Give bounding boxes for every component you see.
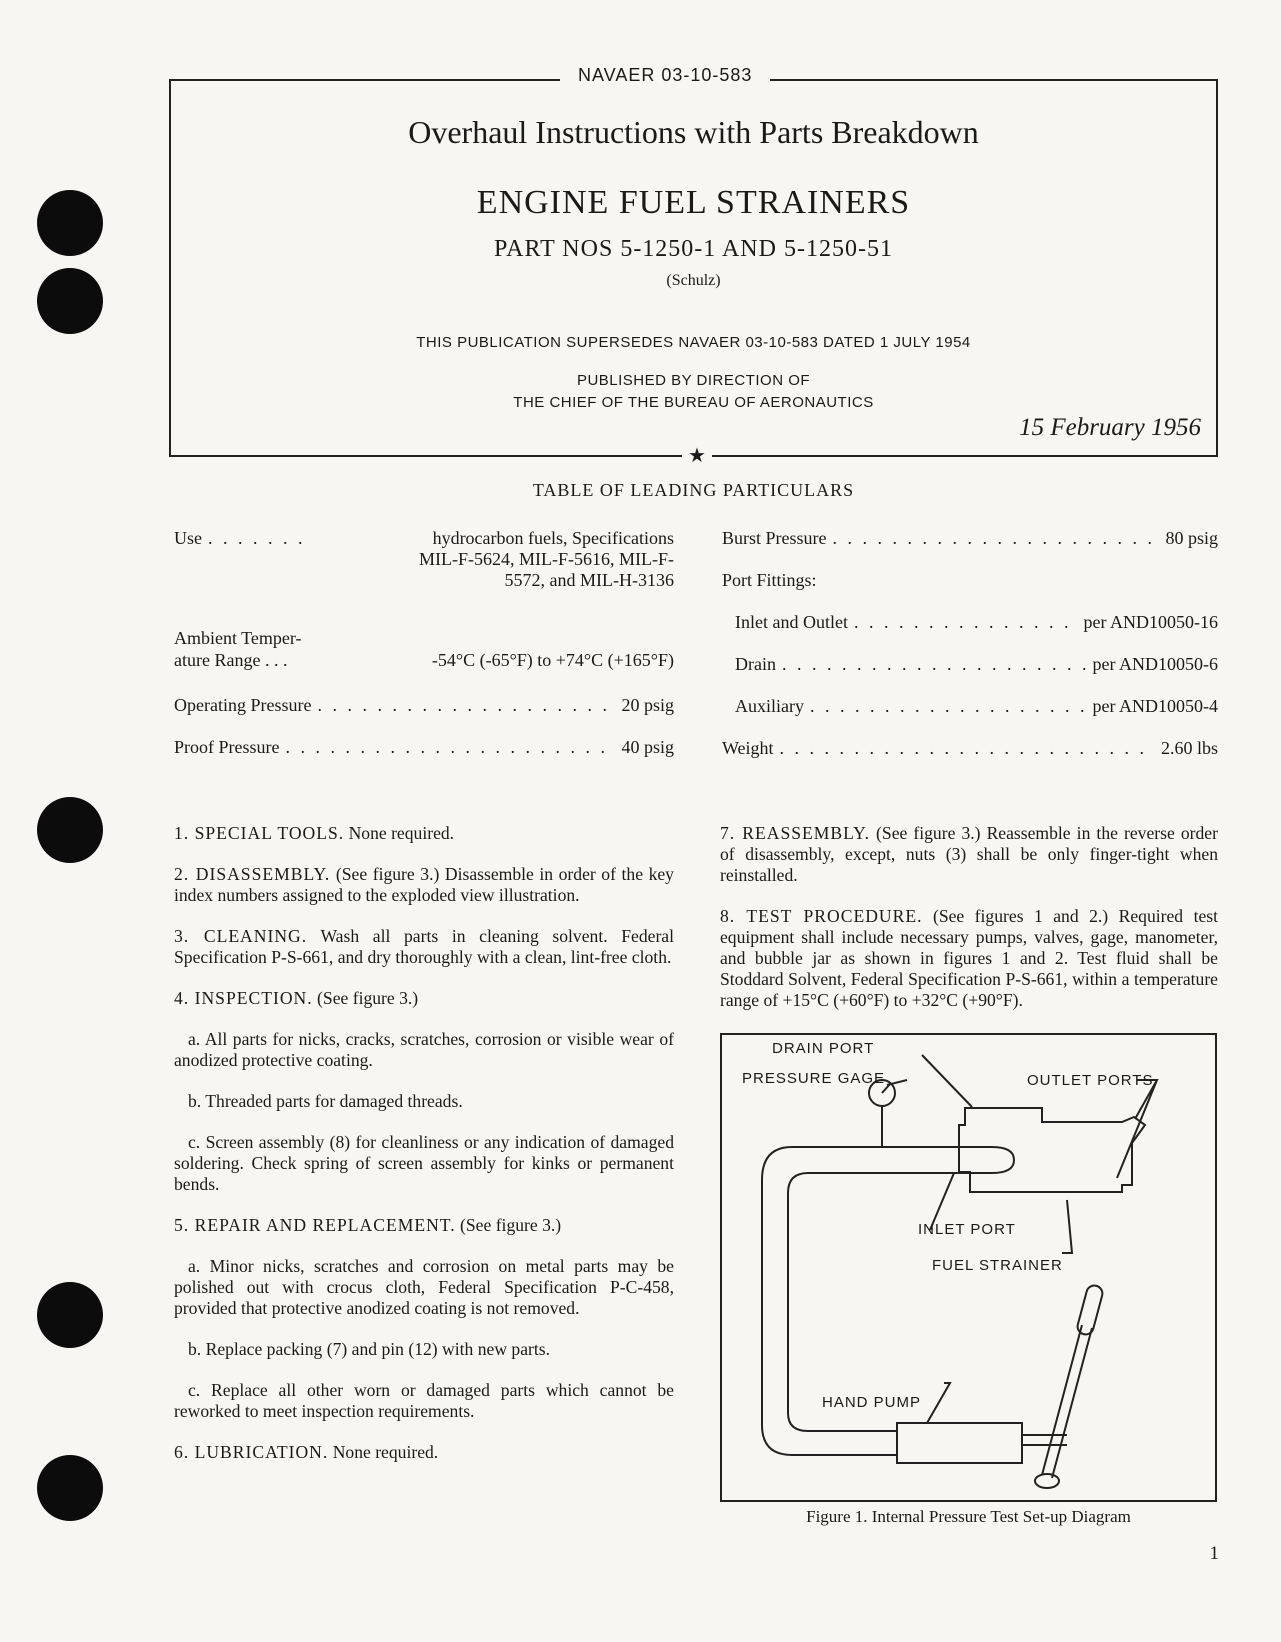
particular-value: per AND10050-6 [1092,654,1218,674]
particular-label: Operating Pressure [174,695,312,715]
leader-hand-pump [927,1383,950,1423]
particular-port-fittings [722,569,1218,591]
section-heading: 1. SPECIAL TOOLS. [174,823,345,843]
document-type: Overhaul Instructions with Parts Breakdown [408,114,979,150]
leader-dots [208,527,304,549]
leader-dots [854,611,1078,633]
published-by-line1: PUBLISHED BY DIRECTION OF [576,372,811,389]
section-text: None required. [332,1442,439,1462]
inspection-item-a: a. All parts for nicks, cracks, scratches, corrosion or visible wear of anodized protective coating. [174,1029,674,1070]
section-cleaning [174,926,674,968]
section-text: Wash all parts in cleaning solvent. Federal Specification P-S-661, and dry thoroughly with a clean, lint-free cloth. [174,926,674,967]
binder-hole [37,268,103,334]
instructions-left-column [174,823,674,1483]
label-pressure-gage: PRESSURE GAGE [742,1070,886,1087]
label-outlet-ports: OUTLET PORTS [1027,1072,1154,1089]
particular-value: 80 psig [1165,528,1218,548]
label-drain-port: DRAIN PORT [772,1040,875,1057]
label-fuel-strainer: FUEL STRAINER [932,1257,1063,1274]
pump-pivot [1035,1474,1059,1488]
particular-operating [174,694,674,716]
section-heading: 7. REASSEMBLY. [720,823,870,843]
particular-use [174,527,674,591]
particular-weight [722,737,1218,759]
particular-label: Auxiliary [735,696,804,716]
section-text: (See figure 3.) Disassemble in order of the key index numbers assigned to the exploded view illustration. [174,864,674,905]
section-heading: 6. LUBRICATION. [174,1442,329,1462]
leader-drain-port [922,1055,972,1107]
label-hand-pump: HAND PUMP [822,1394,922,1411]
leader-dots [782,653,1087,675]
section-text: (See figures 1 and 2.) Required test equipment shall include necessary pumps, valves, gage, manometer, and bubble jar as shown in figures 1 and 2. Test fluid shall be Stoddard Solvent, Federal Specification P-S-661, within a temperature range of +15°C (+60°F) to +32°C (+90°F). [720,906,1218,1010]
particular-value: 40 psig [621,737,674,757]
particular-proof [174,736,674,758]
hand-pump-body [897,1423,1022,1463]
supersedes-notice: THIS PUBLICATION SUPERSEDES NAVAER 03-10-583 DATED 1 JULY 1954 [416,334,971,351]
particular-value: per AND10050-16 [1083,612,1218,632]
particular-auxiliary [735,695,1218,717]
section-heading: 5. REPAIR AND REPLACEMENT. [174,1215,456,1235]
particular-label: Ambient Temper- [174,628,302,648]
leader-dots [833,527,1160,549]
section-special-tools [174,823,674,844]
section-heading: 2. DISASSEMBLY. [174,864,331,884]
particular-label: Weight [722,738,774,758]
particular-value: per AND10050-4 [1092,696,1218,716]
binder-hole [37,797,103,863]
document-number: NAVAER 03-10-583 [560,65,770,86]
inlet-nipple [962,1147,1014,1173]
particular-label: Port Fittings: [722,570,817,590]
part-numbers: PART NOS 5-1250-1 AND 5-1250-51 [494,236,893,262]
star-icon: ★ [682,444,712,468]
pump-handle [1052,1328,1092,1478]
particulars-title: TABLE OF LEADING PARTICULARS [532,480,855,500]
section-heading: 4. INSPECTION. [174,988,313,1008]
page-title: ENGINE FUEL STRAINERS [476,184,911,221]
pump-handle [1042,1325,1082,1475]
instructions-right-column [720,823,1218,1031]
particular-label: Drain [735,654,776,674]
inspection-item-b: b. Threaded parts for damaged threads. [188,1091,463,1111]
leader-dots [780,737,1155,759]
section-text: (See figure 3.) [460,1215,562,1235]
binder-hole [37,1455,103,1521]
repair-item-c: c. Replace all other worn or damaged parts which cannot be reworked to meet inspection requirements. [174,1380,674,1421]
particular-value: -54°C (-65°F) to +74°C (+165°F) [431,650,674,670]
particular-label: Inlet and Outlet [735,612,848,632]
particular-burst [722,527,1218,549]
figure-1-diagram [720,1033,1217,1502]
section-inspection [174,988,674,1009]
section-disassembly [174,864,674,906]
label-inlet-port: INLET PORT [918,1221,1016,1238]
particular-value: hydrocarbon fuels, Specifications [432,528,674,548]
particular-label: Use [174,528,202,548]
inspection-item-c: c. Screen assembly (8) for cleanliness or any indication of damaged soldering. Check spring of screen assembly for kinks or permanent bends. [174,1132,674,1194]
section-heading: 8. TEST PROCEDURE. [720,906,923,926]
fuel-strainer-body [959,1108,1145,1192]
leader-dots [810,695,1087,717]
page-number: 1 [1209,1543,1219,1564]
leader-outlet-ports [1117,1080,1157,1178]
particular-inlet [735,611,1218,633]
section-reassembly [720,823,1218,886]
section-test-procedure [720,906,1218,1011]
manufacturer: (Schulz) [666,272,721,289]
section-text: (See figure 3.) [317,988,419,1008]
pump-grip [1076,1284,1104,1336]
particular-value: 2.60 lbs [1160,738,1218,758]
leader-dots [286,736,616,758]
binder-hole [37,190,103,256]
particular-label: Burst Pressure [722,528,827,548]
binder-hole [37,1282,103,1348]
section-lubrication [174,1442,674,1463]
repair-item-b: b. Replace packing (7) and pin (12) with new parts. [188,1339,551,1359]
particular-label: ature Range . . . [174,650,288,670]
repair-item-a: a. Minor nicks, scratches and corrosion on metal parts may be polished out with crocus cloth, Federal Specification P-C-458, provided that protective anodized coating is not removed. [174,1256,674,1318]
particular-label: Proof Pressure [174,737,280,757]
particular-drain [735,653,1218,675]
particular-value: 20 psig [621,695,674,715]
section-repair [174,1215,674,1236]
publication-date: 15 February 1956 [1019,414,1201,441]
supply-pipe-inner [788,1173,962,1431]
particular-ambient [174,628,674,671]
leader-dots [317,694,615,716]
particular-value: MIL-F-5624, MIL-F-5616, MIL-F- [419,549,674,569]
section-heading: 3. CLEANING. [174,926,308,946]
leader-fuel-strainer [1062,1200,1072,1253]
particular-value: 5572, and MIL-H-3136 [504,570,674,590]
section-text: None required. [348,823,455,843]
figure-caption: Figure 1. Internal Pressure Test Set-up Diagram [806,1507,1131,1526]
published-by-line2: THE CHIEF OF THE BUREAU OF AERONAUTICS [513,394,874,411]
section-text: (See figure 3.) Reassemble in the reverse order of disassembly, except, nuts (3) shall be only finger-tight when reinstalled. [720,823,1218,885]
